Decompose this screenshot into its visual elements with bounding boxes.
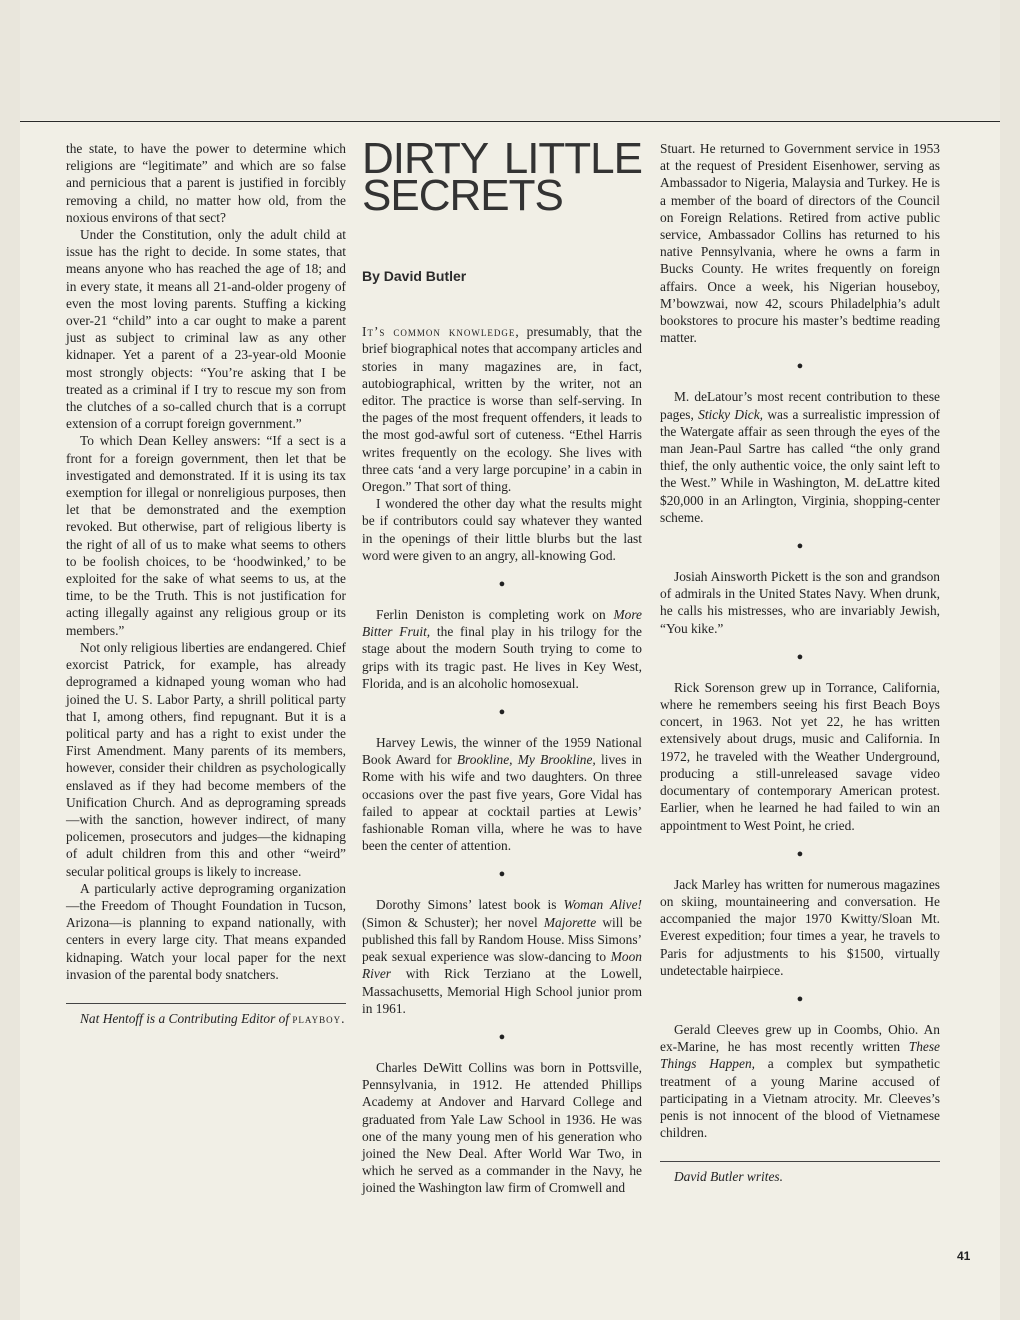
body-paragraph: A particularly active deprograming organization—the Freedom of Thought Foundation in Tucson, Arizona—is planning to expand nationally, with centers in every large city. That means expanded kidnaping. Watch your local paper for the next invasion of the parental body snatchers. (66, 880, 346, 982)
work-title: Sticky Dick, (698, 406, 764, 422)
bio-text: the final play in his trilogy for the stage about the modern South trying to come to grips with its tragic past. He lives in Key West, Florida, and is an alcoholic homosexual. (362, 624, 642, 691)
work-title: Woman Alive! (563, 897, 642, 913)
header-rule (20, 121, 1000, 122)
body-paragraph: the state, to have the power to determine which religions are “legitimate” and which are so false and pernicious that a parent is justified in forcibly removing a child, no matter how old, from the noxious environs of that sect? (66, 141, 346, 225)
footnote-text: Nat Hentoff is a Contributing Editor of (80, 1010, 290, 1026)
signoff: David Butler writes. (674, 1169, 783, 1185)
bio-collins-continued: Stuart. He returned to Government service in 1953 at the request of President Eisenhower, serving as Ambassador to Nigeria, Malaysia and Turkey. He is a member of the board of directors of the Council on Foreign Relations. Retired from active public service, Ambassador Collins has returned to his native Pennsylvania, where he owns a farm in Bucks County. He writes frequently on foreign affairs. Once a week, his Nigerian houseboy, M’bowzwai, now 42, scours Philadelphia’s adult bookstores to procure his master’s bedtime reading matter. (660, 141, 940, 346)
section-bullet: ● (498, 1030, 506, 1043)
bio-delatour (660, 388, 940, 526)
section-bullet: ● (796, 540, 804, 553)
footnote-magazine: playboy. (292, 1010, 346, 1026)
bio-deniston (362, 606, 642, 692)
section-bullet: ● (498, 578, 506, 591)
magazine-page (20, 0, 1000, 1320)
bio-text: with Rick Terziano at the Lowell, Massachusetts, Memorial High School junior prom in 1961. (362, 966, 642, 1016)
author-footnote (66, 1010, 346, 1027)
bio-simons (362, 896, 642, 1016)
bio-cleeves (660, 1021, 940, 1141)
bio-marley: Jack Marley has written for numerous magazines on skiing, mountaineering and conversation. He accompanied the major 1970 Kwitty/Sloan Mt. Everest expedition; four times a year, he travels to Paris for adjustments to his $1500, virtually undetectable hairpiece. (660, 876, 940, 978)
body-paragraph: Not only religious liberties are endangered. Chief exorcist Patrick, for example, has already deprogramed a kidnaped young woman who had joined the U. S. Labor Party, a shrill political party that I, among others, find repugnant. But it is a political party and has a right to exist under the First Amendment. Many parents of its members, however, consider their children as psychologically enslaved as if they had become members of the Unification Church. And as deprograming spreads—with the sanction, however indirect, of many policemen, prosecutors and judges—the kidnaping of adult children from this and other “weird” secular political groups is likely to increase. (66, 639, 346, 879)
article-headline: DIRTY LITTLE SECRETS (362, 134, 642, 220)
bio-text: M. deLatour’s most recent contribution to these pages, (660, 389, 940, 422)
work-title: More Bitter Fruit, (362, 607, 642, 640)
section-bullet: ● (498, 868, 506, 881)
page-number: 41 (957, 1249, 971, 1263)
intro-text: presumably, that the brief biographical notes that accompany articles and stories in many magazines are, in fact, autobiographical, written by the writer, not an editor. The practice is worse than self-serving. In the pages of the most frequent offenders, it leads to the most god-awful sort of cuteness. “Ethel Harris writes frequently on the ecology. She lives with three cats ‘and a very large porcupine’ in a cabin in Oregon.” That sort of thing. (362, 324, 642, 495)
section-bullet: ● (796, 847, 804, 860)
top-margin-band (20, 0, 1000, 120)
right-column (660, 140, 940, 1186)
bio-text: a complex but sympathetic treatment of a young Marine accused of participating in a Vietnam atrocity. Mr. Cleeves’s penis is not innocent of the blood of Vietnamese children. (660, 1056, 940, 1141)
bio-text: Gerald Cleeves grew up in Coombs, Ohio. An ex-Marine, he has most recently written (660, 1021, 940, 1055)
body-paragraph: To which Dean Kelley answers: “If a sect is a front for a foreign government, then let that be investigated and demonstrated. If it is using its tax exemption for illegal or nonreligious purposes, then let that be demonstrated and the exemption revoked. But otherwise, part of religious liberty is the right of all of us to make what seems to others to be foolish choices, to be ‘hoodwinked,’ to be exploited for the sake of what seems to us, at the time, to be the Truth. This is not justification for acting illegally against any religious group or its members.” (66, 433, 346, 638)
left-column (66, 140, 346, 1027)
article-byline: By David Butler (362, 268, 467, 284)
bio-text: lives in Rome with his wife and two daughters. On three occasions over the past five years, Gore Vidal has failed to appear at cocktail parties at Lewis’ fashionable Roman villa, where he was to have been the center of attention. (362, 752, 642, 854)
lead-in-caps: It’s common knowledge, (362, 324, 520, 340)
bio-text: Dorothy Simons’ latest book is (376, 897, 564, 913)
body-paragraph: Under the Constitution, only the adult child at issue has the right to decide. In some states, that means anyone who has reached the age of 18; and in every state, it means all 21-and-older progeny of even the most loving parents. Stuffing a kicking over-21 “child” into a car ought to make a parent just as subject to criminal law as any other kidnaper. Yet a parent of a 23-year-old Moonie most strongly objects: “You’re asking that I be treated as a criminal if I try to rescue my son from the clutches of a so-called church that is a corrupt extension of a corrupt foreign government.” (66, 227, 346, 432)
bio-text: will be published this fall by Random House. Miss Simons’ peak sexual experience was slow-dancing to (362, 914, 642, 965)
section-bullet: ● (796, 992, 804, 1005)
bio-pickett: Josiah Ainsworth Pickett is the son and grandson of admirals in the United States Navy. When drunk, he calls his mistresses, who are invariably Jewish, “You kike.” (660, 569, 940, 636)
work-title: Moon River (362, 949, 642, 982)
work-title: Majorette (543, 914, 597, 930)
bio-text: Ferlin Deniston is completing work on (376, 607, 614, 623)
bio-text: (Simon & Schuster); her novel (362, 914, 544, 930)
bio-lewis (362, 734, 642, 854)
signoff-rule (660, 1161, 940, 1162)
work-title: These Things Happen, (660, 1039, 940, 1072)
section-bullet: ● (796, 650, 804, 663)
work-title: Brookline, My Brookline, (456, 752, 596, 768)
intro-paragraph: I wondered the other day what the results might be if contributors could say whatever they wanted in the openings of their little blurbs but the last word were given to an angry, all-knowing God. (362, 496, 642, 563)
footnote-rule (66, 1003, 346, 1004)
bio-text: Harvey Lewis, the winner of the 1959 National Book Award for (362, 735, 642, 768)
bio-collins: Charles DeWitt Collins was born in Pottsville, Pennsylvania, in 1912. He attended Phillips Academy at Andover and Harvard College and graduated from Yale Law School in 1936. He was one of the many young men of his generation who joined the New Deal. After World War Two, in which he served as a commander in the Navy, he joined the Washington law firm of Cromwell and (362, 1059, 642, 1196)
bio-sorenson: Rick Sorenson grew up in Torrance, California, where he remembers seeing his first Beach Boys concert, in 1963. Not yet 22, he has written extensively about drugs, music and California. In 1972, he traveled with the Weather Underground, producing a still-unreleased savage video documentary of contemporary American protest. Earlier, when he learned he had failed to win an appointment to West Point, he cried. (660, 679, 940, 833)
section-bullet: ● (498, 706, 506, 719)
middle-column (362, 134, 642, 1197)
section-bullet: ● (796, 360, 804, 373)
intro-paragraph (362, 323, 642, 495)
bio-text: was a surrealistic impression of the Watergate affair as seen through the eyes of the man Jean-Paul Sartre has called “the only grand thief, the only authentic voice, the only saint left to the West.” While in Washington, M. deLattre kited $20,000 in an Arlington, Virginia, shopping-center scheme. (660, 406, 940, 525)
